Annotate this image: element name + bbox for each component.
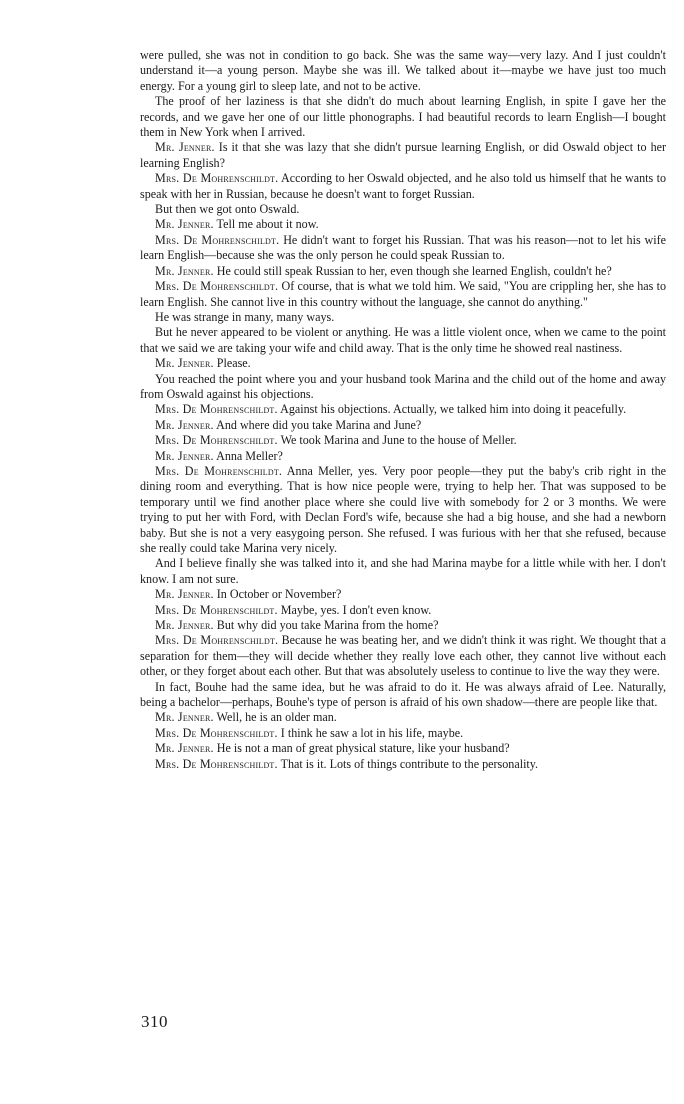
paragraph-text: He was strange in many, many ways. [155, 309, 335, 324]
speaker-label: Mr. Jenner. [155, 263, 214, 278]
paragraph [140, 217, 666, 232]
paragraph [140, 603, 666, 618]
paragraph [140, 449, 666, 464]
paragraph-text: Well, he is an older man. [216, 710, 337, 725]
speaker-label: Mr. Jenner. [155, 217, 214, 232]
speaker-label: Mrs. De Mohrenschildt. [155, 232, 280, 247]
paragraph-text: were pulled, she was not in condition to go back. She was the same way—very lazy. And I just couldn't understand it—a young person. Maybe she was ill. We talked about it—maybe we have just too much energy. For a young girl to sleep late, and not to be active. [140, 48, 666, 93]
paragraph [140, 402, 666, 417]
paragraph-text: You reached the point where you and your husband took Marina and the child out of the home and away from Oswald against his objections. [140, 371, 666, 401]
paragraph [140, 356, 666, 371]
paragraph-text: Against his objections. Actually, we talked him into doing it peacefully. [280, 402, 627, 417]
paragraph-text: He could still speak Russian to her, even though she learned English, couldn't he? [216, 263, 612, 278]
paragraph [140, 140, 666, 171]
paragraph [140, 233, 666, 264]
paragraph [140, 202, 666, 217]
paragraph-text: And where did you take Marina and June? [216, 417, 422, 432]
transcript-body [140, 48, 666, 772]
paragraph-text: We took Marina and June to the house of Meller. [280, 433, 517, 448]
paragraph-text: Because he was beating her, and we didn't think it was right. We thought that a separation for them—they will decide whether they really love each other, they cannot live without each other, or they forget about each other. But that was absolutely useless to continue to live the way they were. [140, 633, 666, 679]
paragraph-text: He is not a man of great physical stature, like your husband? [216, 741, 510, 756]
paragraph-text: But he never appeared to be violent or anything. He was a little violent once, when we came to the point that we said we are taking your wife and child away. That is the only time he showed real nastiness. [140, 325, 666, 355]
paragraph [140, 171, 666, 202]
speaker-label: Mr. Jenner. [155, 587, 214, 602]
paragraph [140, 726, 666, 741]
speaker-label: Mr. Jenner. [155, 356, 214, 371]
paragraph [140, 556, 666, 587]
page-number: 310 [141, 1012, 168, 1031]
paragraph [140, 279, 666, 310]
paragraph-text: And I believe finally she was talked into it, and she had Marina maybe for a little while with her. I don't know. I am not sure. [140, 556, 666, 586]
paragraph-text: In fact, Bouhe had the same idea, but he was afraid to do it. He was always afraid of Lee. Naturally, being a bachelor—perhaps, Bouhe's type of person is afraid of his own shadow—there are people like that. [140, 679, 666, 710]
speaker-label: Mrs. De Mohrenschildt. [155, 756, 278, 771]
speaker-label: Mrs. De Mohrenschildt. [155, 402, 278, 417]
speaker-label: Mrs. De Mohrenschildt. [155, 171, 279, 186]
paragraph-text: But why did you take Marina from the home? [216, 618, 439, 633]
speaker-label: Mr. Jenner. [155, 448, 214, 463]
paragraph-text: Please. [216, 356, 251, 371]
paragraph-text: I think he saw a lot in his life, maybe. [280, 725, 464, 740]
paragraph [140, 325, 666, 356]
paragraph-text: He didn't want to forget his Russian. That was his reason—not to let his wife learn English—because she was the only person he could speak Russian to. [140, 232, 666, 263]
speaker-label: Mrs. De Mohrenschildt. [155, 279, 279, 294]
speaker-label: Mr. Jenner. [155, 140, 215, 155]
paragraph-text: Tell me about it now. [216, 217, 319, 232]
speaker-label: Mrs. De Mohrenschildt. [155, 602, 278, 617]
paragraph [140, 680, 666, 711]
paragraph-text: Anna Meller, yes. Very poor people—they put the baby's crib right in the dining room and everything. That is how nice people were, trying to help her. That was supposed to be temporary until we find another place where she could live with somebody for 2 or 3 months. We were trying to put her with Ford, with Declan Ford's wife, because she had a big house, and she had a newborn baby. But she is not a very easygoing person. She refused. I was furious with her that she refused, because she really could take Marina very nicely. [140, 463, 667, 555]
paragraph [140, 372, 666, 403]
paragraph [140, 464, 666, 556]
paragraph-text: The proof of her laziness is that she didn't do much about learning English, in spite I gave her the records, and we gave her one of our little phonographs. I had beautiful records to learn English—I bought them in New York when I arrived. [140, 94, 666, 140]
paragraph [140, 757, 666, 772]
speaker-label: Mr. Jenner. [155, 741, 214, 756]
paragraph [140, 48, 666, 94]
paragraph [140, 94, 666, 140]
paragraph-text: In October or November? [216, 587, 342, 602]
paragraph [140, 618, 666, 633]
paragraph-text: Is it that she was lazy that she didn't pursue learning English, or did Oswald object to her learning English? [140, 140, 667, 170]
paragraph-text: According to her Oswald objected, and he also told us himself that he wants to speak with her in Russian, because he doesn't want to forget Russian. [140, 171, 666, 201]
speaker-label: Mr. Jenner. [155, 710, 214, 725]
speaker-label: Mrs. De Mohrenschildt. [155, 725, 278, 740]
paragraph-text: That is it. Lots of things contribute to the personality. [280, 756, 539, 771]
paragraph [140, 741, 666, 756]
speaker-label: Mrs. De Mohrenschildt. [155, 463, 283, 478]
speaker-label: Mrs. De Mohrenschildt. [155, 433, 278, 448]
paragraph [140, 418, 666, 433]
paragraph [140, 310, 666, 325]
paragraph [140, 433, 666, 448]
speaker-label: Mr. Jenner. [155, 618, 214, 633]
speaker-label: Mr. Jenner. [155, 417, 214, 432]
paragraph-text: Of course, that is what we told him. We said, "You are crippling her, she has to learn English. She cannot live in this country without the language, she cannot do anything." [140, 279, 666, 309]
paragraph-text: Anna Meller? [216, 448, 283, 463]
paragraph [140, 264, 666, 279]
paragraph-text: Maybe, yes. I don't even know. [280, 602, 432, 617]
paragraph [140, 710, 666, 725]
speaker-label: Mrs. De Mohrenschildt. [155, 633, 279, 648]
paragraph [140, 633, 666, 679]
paragraph-text: But then we got onto Oswald. [155, 202, 300, 217]
paragraph [140, 587, 666, 602]
